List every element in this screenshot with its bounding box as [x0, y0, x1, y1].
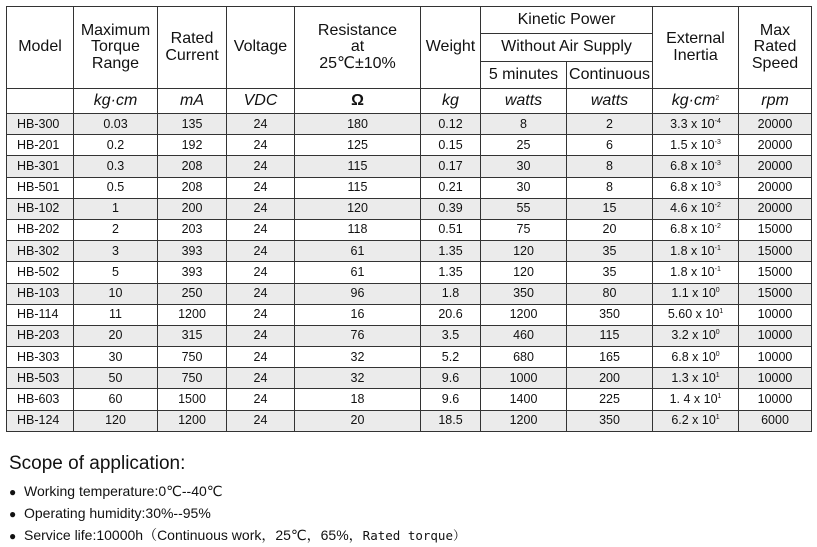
inertia-base: 3.2 x 10: [671, 328, 716, 343]
cell-inertia: [653, 198, 739, 219]
header-torque-line1: Maximum: [80, 22, 151, 40]
inertia-base: 1. 4 x 10: [669, 391, 718, 406]
header-kinetic-power: Kinetic Power: [481, 7, 653, 34]
cell-voltage: 24: [227, 347, 295, 368]
inertia-exponent: -3: [714, 181, 721, 189]
table-row: [7, 262, 812, 283]
cell-five-min: 120: [481, 262, 567, 283]
cell-inertia: [653, 325, 739, 346]
table-row: [7, 368, 812, 389]
cell-torque: 3: [74, 241, 158, 262]
table-row: [7, 410, 812, 431]
cell-model: HB-302: [7, 241, 74, 262]
inertia-exponent: 1: [717, 392, 722, 400]
inertia-base: 1.8 x 10: [670, 243, 715, 258]
cell-voltage: 24: [227, 410, 295, 431]
cell-weight: 0.12: [421, 114, 481, 135]
cell-five-min: 30: [481, 156, 567, 177]
cell-voltage: 24: [227, 262, 295, 283]
header-continuous: Continuous: [567, 62, 653, 89]
table-row: [7, 135, 812, 156]
cell-weight: 0.15: [421, 135, 481, 156]
cell-torque: 2: [74, 219, 158, 240]
inertia-base: 1.3 x 10: [671, 370, 716, 385]
cell-continuous: 8: [567, 156, 653, 177]
cell-current: 203: [158, 219, 227, 240]
cell-voltage: 24: [227, 114, 295, 135]
cell-five-min: 350: [481, 283, 567, 304]
cell-resistance: 120: [295, 198, 421, 219]
table-row: [7, 325, 812, 346]
cell-model: HB-102: [7, 198, 74, 219]
inertia-base: 5.60 x 10: [667, 307, 720, 322]
cell-continuous: 200: [567, 368, 653, 389]
cell-torque: 120: [74, 410, 158, 431]
cell-resistance: 61: [295, 262, 421, 283]
cell-inertia: [653, 156, 739, 177]
header-resistance-line2: at: [350, 38, 365, 56]
cell-inertia: [653, 410, 739, 431]
cell-model: HB-603: [7, 389, 74, 410]
cell-torque: 0.3: [74, 156, 158, 177]
header-model: Model: [7, 7, 74, 89]
cell-torque: 5: [74, 262, 158, 283]
cell-voltage: 24: [227, 389, 295, 410]
table-body: [7, 114, 812, 432]
cell-voltage: 24: [227, 325, 295, 346]
cell-model: HB-202: [7, 219, 74, 240]
header-speed-line2: Rated: [753, 38, 797, 56]
scope-label: Working temperature:: [24, 483, 159, 499]
unit-speed: rpm: [739, 89, 812, 114]
unit-inertia: [653, 89, 739, 114]
cell-continuous: 115: [567, 325, 653, 346]
cell-current: 315: [158, 325, 227, 346]
cell-torque: 1: [74, 198, 158, 219]
cell-continuous: 350: [567, 410, 653, 431]
cell-resistance: 16: [295, 304, 421, 325]
scope-value: 0℃--40℃: [158, 483, 223, 499]
inertia-exponent: 1: [715, 414, 720, 422]
inertia-base: 6.8 x 10: [671, 349, 716, 364]
cell-model: HB-103: [7, 283, 74, 304]
inertia-exponent: -3: [714, 159, 721, 167]
cell-speed: 15000: [739, 219, 812, 240]
cell-voltage: 24: [227, 368, 295, 389]
cell-current: 1200: [158, 304, 227, 325]
header-torque: [74, 7, 158, 89]
cell-torque: 11: [74, 304, 158, 325]
cell-current: 200: [158, 198, 227, 219]
cell-inertia: [653, 283, 739, 304]
cell-torque: 60: [74, 389, 158, 410]
cell-resistance: 18: [295, 389, 421, 410]
inertia-exponent: 1: [715, 371, 720, 379]
bullet-icon: ●: [9, 485, 17, 499]
list-item: [9, 502, 809, 524]
cell-model: HB-114: [7, 304, 74, 325]
cell-model: HB-124: [7, 410, 74, 431]
cell-speed: 10000: [739, 389, 812, 410]
cell-torque: 0.03: [74, 114, 158, 135]
inertia-base: 6.8 x 10: [670, 180, 715, 195]
scope-label: Service life:: [24, 527, 97, 543]
cell-voltage: 24: [227, 135, 295, 156]
cell-inertia: [653, 177, 739, 198]
unit-five-min: watts: [481, 89, 567, 114]
inertia-exponent: -2: [714, 223, 721, 231]
cell-five-min: 460: [481, 325, 567, 346]
cell-continuous: 80: [567, 283, 653, 304]
cell-voltage: 24: [227, 177, 295, 198]
cell-continuous: 6: [567, 135, 653, 156]
unit-inertia-exp: 2: [715, 94, 720, 102]
cell-resistance: 96: [295, 283, 421, 304]
unit-resistance: Ω: [295, 89, 421, 114]
list-item: [9, 524, 809, 546]
cell-speed: 20000: [739, 177, 812, 198]
cell-current: 750: [158, 347, 227, 368]
cell-speed: 15000: [739, 241, 812, 262]
cell-inertia: [653, 304, 739, 325]
header-inertia: [653, 7, 739, 89]
cell-continuous: 165: [567, 347, 653, 368]
scope-title: Scope of application:: [9, 453, 186, 474]
header-five-min: 5 minutes: [481, 62, 567, 89]
cell-resistance: 125: [295, 135, 421, 156]
cell-continuous: 225: [567, 389, 653, 410]
table-row: [7, 241, 812, 262]
cell-continuous: 35: [567, 241, 653, 262]
inertia-base: 6.8 x 10: [670, 158, 715, 173]
cell-speed: 20000: [739, 135, 812, 156]
unit-current: mA: [158, 89, 227, 114]
motor-spec-table: [6, 6, 812, 432]
cell-resistance: 61: [295, 241, 421, 262]
cell-torque: 0.2: [74, 135, 158, 156]
cell-weight: 0.17: [421, 156, 481, 177]
cell-inertia: [653, 135, 739, 156]
cell-resistance: 115: [295, 177, 421, 198]
cell-current: 208: [158, 156, 227, 177]
inertia-exponent: -1: [714, 244, 721, 252]
header-current-line1: Rated: [170, 29, 214, 47]
table-row: [7, 347, 812, 368]
bullet-icon: ●: [9, 529, 17, 543]
cell-current: 135: [158, 114, 227, 135]
header-resistance-line1: Resistance: [317, 22, 398, 40]
cell-weight: 1.35: [421, 262, 481, 283]
inertia-base: 3.3 x 10: [670, 116, 715, 131]
cell-five-min: 1000: [481, 368, 567, 389]
cell-resistance: 180: [295, 114, 421, 135]
cell-speed: 6000: [739, 410, 812, 431]
cell-speed: 10000: [739, 347, 812, 368]
inertia-exponent: -2: [714, 202, 721, 210]
inertia-base: 1.8 x 10: [670, 264, 715, 279]
inertia-base: 1.5 x 10: [670, 137, 715, 152]
cell-speed: 10000: [739, 325, 812, 346]
cell-model: HB-201: [7, 135, 74, 156]
cell-continuous: 8: [567, 177, 653, 198]
cell-continuous: 350: [567, 304, 653, 325]
cell-five-min: 1400: [481, 389, 567, 410]
cell-resistance: 32: [295, 368, 421, 389]
cell-inertia: [653, 389, 739, 410]
cell-five-min: 75: [481, 219, 567, 240]
cell-model: HB-501: [7, 177, 74, 198]
header-inertia-line2: Inertia: [673, 46, 718, 64]
header-resistance: [295, 7, 421, 89]
cell-model: HB-203: [7, 325, 74, 346]
unit-model: [7, 89, 74, 114]
cell-inertia: [653, 368, 739, 389]
cell-weight: 9.6: [421, 389, 481, 410]
scope-list: [9, 480, 809, 546]
inertia-exponent: 0: [715, 329, 720, 337]
scope-extra: Rated torque）: [362, 528, 466, 543]
scope-section: [9, 452, 809, 546]
cell-speed: 10000: [739, 304, 812, 325]
cell-speed: 10000: [739, 368, 812, 389]
unit-voltage: VDC: [227, 89, 295, 114]
header-speed: [739, 7, 812, 89]
unit-inertia-base: kg·cm: [671, 91, 716, 109]
cell-current: 1200: [158, 410, 227, 431]
cell-resistance: 32: [295, 347, 421, 368]
cell-torque: 50: [74, 368, 158, 389]
cell-current: 250: [158, 283, 227, 304]
cell-voltage: 24: [227, 304, 295, 325]
cell-weight: 9.6: [421, 368, 481, 389]
cell-voltage: 24: [227, 219, 295, 240]
inertia-base: 4.6 x 10: [670, 201, 715, 216]
cell-speed: 20000: [739, 198, 812, 219]
cell-resistance: 76: [295, 325, 421, 346]
header-resistance-line3: 25℃±10%: [319, 54, 396, 72]
cell-five-min: 1200: [481, 410, 567, 431]
cell-current: 750: [158, 368, 227, 389]
cell-resistance: 20: [295, 410, 421, 431]
scope-value: 30%--95%: [145, 505, 211, 521]
cell-weight: 0.21: [421, 177, 481, 198]
cell-current: 393: [158, 241, 227, 262]
cell-current: 1500: [158, 389, 227, 410]
table-row: [7, 156, 812, 177]
cell-five-min: 8: [481, 114, 567, 135]
cell-voltage: 24: [227, 198, 295, 219]
header-current: [158, 7, 227, 89]
cell-resistance: 115: [295, 156, 421, 177]
table-row: [7, 219, 812, 240]
inertia-base: 6.8 x 10: [670, 222, 715, 237]
cell-weight: 3.5: [421, 325, 481, 346]
cell-current: 192: [158, 135, 227, 156]
header-weight: Weight: [421, 7, 481, 89]
cell-torque: 0.5: [74, 177, 158, 198]
cell-inertia: [653, 114, 739, 135]
cell-model: HB-303: [7, 347, 74, 368]
header-inertia-line1: External: [666, 30, 725, 48]
cell-current: 208: [158, 177, 227, 198]
header-without-air: Without Air Supply: [481, 34, 653, 62]
cell-model: HB-503: [7, 368, 74, 389]
cell-five-min: 30: [481, 177, 567, 198]
cell-torque: 10: [74, 283, 158, 304]
cell-resistance: 118: [295, 219, 421, 240]
scope-label: Operating humidity:: [24, 505, 146, 521]
inertia-exponent: 1: [719, 308, 724, 316]
unit-continuous: watts: [567, 89, 653, 114]
cell-model: HB-301: [7, 156, 74, 177]
cell-speed: 15000: [739, 262, 812, 283]
inertia-exponent: -4: [714, 117, 721, 125]
header-torque-line3: Range: [91, 54, 140, 72]
inertia-exponent: 0: [715, 287, 720, 295]
header-speed-line3: Speed: [751, 54, 799, 72]
inertia-exponent: 0: [715, 350, 720, 358]
cell-weight: 20.6: [421, 304, 481, 325]
cell-five-min: 120: [481, 241, 567, 262]
cell-torque: 30: [74, 347, 158, 368]
cell-speed: 20000: [739, 114, 812, 135]
inertia-base: 6.2 x 10: [671, 413, 716, 428]
cell-continuous: 2: [567, 114, 653, 135]
cell-voltage: 24: [227, 156, 295, 177]
cell-weight: 1.35: [421, 241, 481, 262]
cell-torque: 20: [74, 325, 158, 346]
bullet-icon: ●: [9, 507, 17, 521]
cell-five-min: 25: [481, 135, 567, 156]
cell-voltage: 24: [227, 283, 295, 304]
cell-model: HB-300: [7, 114, 74, 135]
table-row: [7, 114, 812, 135]
cell-inertia: [653, 347, 739, 368]
cell-five-min: 1200: [481, 304, 567, 325]
cell-continuous: 35: [567, 262, 653, 283]
cell-continuous: 15: [567, 198, 653, 219]
cell-weight: 1.8: [421, 283, 481, 304]
cell-model: HB-502: [7, 262, 74, 283]
unit-weight: kg: [421, 89, 481, 114]
cell-continuous: 20: [567, 219, 653, 240]
header-torque-line2: Torque: [91, 38, 140, 56]
cell-inertia: [653, 219, 739, 240]
unit-torque: kg·cm: [74, 89, 158, 114]
inertia-base: 1.1 x 10: [671, 286, 716, 301]
header-speed-line1: Max: [759, 22, 791, 40]
cell-inertia: [653, 262, 739, 283]
cell-speed: 20000: [739, 156, 812, 177]
cell-weight: 5.2: [421, 347, 481, 368]
header-current-line2: Current: [165, 46, 219, 64]
cell-weight: 0.51: [421, 219, 481, 240]
cell-weight: 18.5: [421, 410, 481, 431]
cell-weight: 0.39: [421, 198, 481, 219]
table-row: [7, 283, 812, 304]
cell-voltage: 24: [227, 241, 295, 262]
inertia-exponent: -3: [714, 138, 721, 146]
table-row: [7, 198, 812, 219]
table-row: [7, 177, 812, 198]
inertia-exponent: -1: [714, 265, 721, 273]
cell-speed: 15000: [739, 283, 812, 304]
cell-five-min: 680: [481, 347, 567, 368]
table-row: [7, 389, 812, 410]
scope-value: 10000h（Continuous work，25℃，65%，: [96, 527, 363, 543]
cell-current: 393: [158, 262, 227, 283]
table-row: [7, 304, 812, 325]
list-item: [9, 480, 809, 502]
header-voltage: Voltage: [227, 7, 295, 89]
cell-inertia: [653, 241, 739, 262]
cell-five-min: 55: [481, 198, 567, 219]
